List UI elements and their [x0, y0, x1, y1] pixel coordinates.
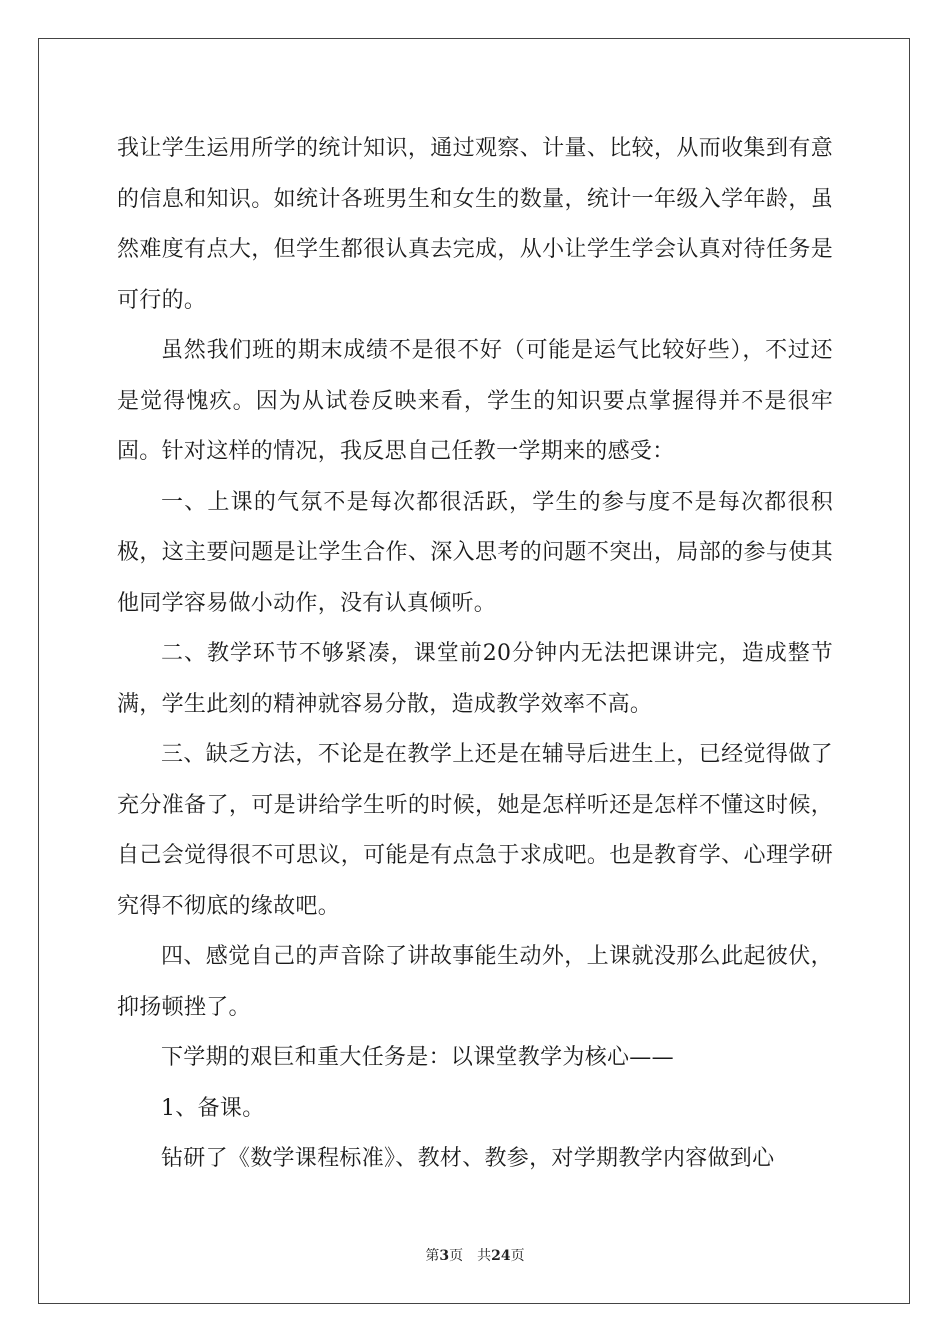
- document-body: [117, 124, 833, 1185]
- paragraph-5: 三、缺乏方法，不论是在教学上还是在辅导后进生上，已经觉得做了充分准备了，可是讲给学生听的时候，她是怎样听还是怎样不懂这时候，自己会觉得很不可思议，可能是有点急于求成吧。也是教育学、心理学研究得不彻底的缘故吧。: [117, 742, 833, 919]
- current-page-number: 3: [439, 1248, 450, 1264]
- total-page-count: 24: [491, 1248, 511, 1264]
- total-label-prefix: 共: [477, 1248, 492, 1264]
- paragraph-7: 下学期的艰巨和重大任务是：以课堂教学为核心——: [161, 1045, 674, 1070]
- page-footer: [0, 1245, 950, 1265]
- paragraph-6: 四、感觉自己的声音除了讲故事能生动外，上课就没那么此起彼伏，抑扬顿挫了。: [117, 944, 833, 1020]
- paragraph-9: 钻研了《数学课程标准》、教材、教参，对学期教学内容做到心: [161, 1146, 775, 1171]
- page-label-prefix: 第: [425, 1248, 440, 1264]
- paragraph-2: 虽然我们班的期末成绩不是很不好（可能是运气比较好些），不过还是觉得愧疚。因为从试卷反映来看，学生的知识要点掌握得并不是很牢固。针对这样的情况，我反思自己任教一学期来的感受：: [117, 338, 833, 464]
- paragraph-1: 我让学生运用所学的统计知识，通过观察、计量、比较，从而收集到有意的信息和知识。如统计各班男生和女生的数量，统计一年级入学年龄，虽然难度有点大，但学生都很认真去完成，从小让学生学会认真对待任务是可行的。: [117, 136, 833, 313]
- paragraph-4: 二、教学环节不够紧凑，课堂前20分钟内无法把课讲完，造成整节满，学生此刻的精神就容易分散，造成教学效率不高。: [117, 641, 833, 717]
- total-label-suffix: 页: [510, 1248, 525, 1264]
- paragraph-8: 1、备课。: [161, 1095, 265, 1121]
- page-label-suffix: 页: [449, 1248, 464, 1264]
- paragraph-3: 一、上课的气氛不是每次都很活跃，学生的参与度不是每次都很积极，这主要问题是让学生合作、深入思考的问题不突出，局部的参与使其他同学容易做小动作，没有认真倾听。: [117, 489, 833, 616]
